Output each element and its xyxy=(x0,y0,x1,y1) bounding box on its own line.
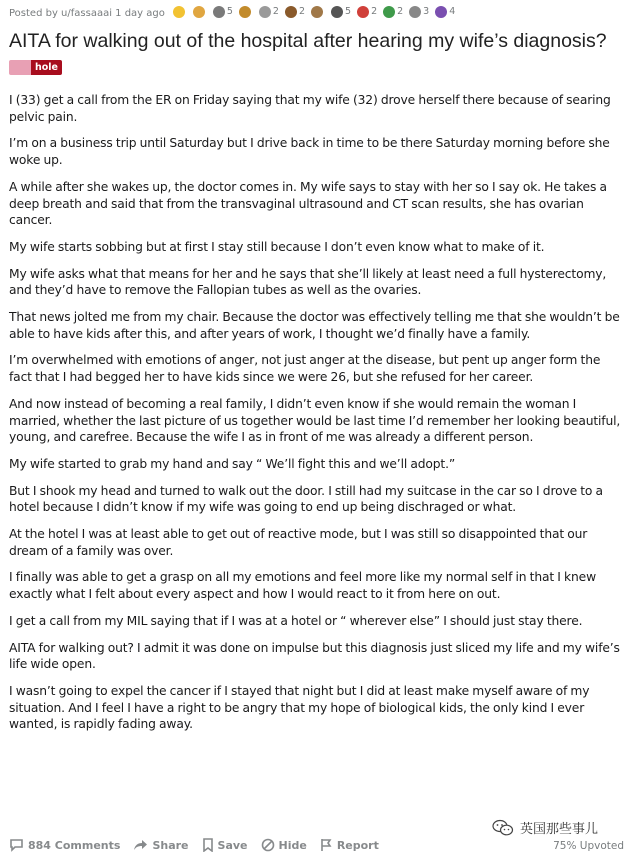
post-paragraph: I get a call from my MIL saying that if I was at a hotel or “ wherever else” I should just stay there. xyxy=(9,613,583,628)
post-paragraph: AITA for walking out? I admit it was done on impulse but this diagnosis just sliced my life and my wife’s life wide open. xyxy=(9,640,620,672)
hide-icon xyxy=(261,838,275,852)
upvote-ratio: 75% Upvoted xyxy=(553,840,624,852)
comment-icon xyxy=(9,838,24,852)
post-title[interactable]: AITA for walking out of the hospital after hearing my wife’s diagnosis? xyxy=(9,30,607,52)
leaf-icon xyxy=(383,6,395,18)
report-label: Report xyxy=(336,838,379,852)
award-count: 4 xyxy=(449,6,456,17)
face-icon xyxy=(357,6,369,18)
comments-label: 884 Comments xyxy=(28,838,121,852)
award-count: 2 xyxy=(272,6,279,17)
award-count: 5 xyxy=(345,6,352,17)
award-count: 3 xyxy=(423,6,430,17)
award[interactable] xyxy=(311,6,325,18)
post-paragraph: My wife asks what that means for her and he says that she’ll likely at least need a full hysterectomy, and they’d have to remove the Fallopian tubes as well as the ovaries. xyxy=(9,266,607,298)
award[interactable] xyxy=(331,6,351,18)
hand-icon xyxy=(193,6,205,18)
wechat-icon xyxy=(492,819,514,837)
face-icon xyxy=(409,6,421,18)
hide-label: Hide xyxy=(278,838,307,852)
award-count: 2 xyxy=(397,6,404,17)
post-paragraph: I finally was able to get a grasp on all my emotions and feel more like my normal self in that I knew exactly what I felt about every aspect and how I would react to it from here on out. xyxy=(9,570,596,602)
sword-icon xyxy=(213,6,225,18)
post-paragraph: But I shook my head and turned to walk out the door. I still had my suitcase in the car so I drove to a hotel because I didn’t know if my wife was going to end up being dischraged or what. xyxy=(9,483,603,515)
action-bar xyxy=(9,838,392,852)
award-count: 2 xyxy=(371,6,378,17)
award-count: 2 xyxy=(298,6,306,17)
post-paragraph: I’m overwhelmed with emotions of anger, not just anger at the disease, but pent up anger form the fact that I had begged her to have kids since we were 26, but she refused for her career. xyxy=(9,353,601,385)
award[interactable] xyxy=(383,6,403,18)
awards-row[interactable] xyxy=(173,6,461,21)
post-paragraph: A while after she wakes up, the doctor comes in. My wife says to stay with her so I say ok. He takes a deep breath and said that from the transvaginal ultrasound and CT scan results, she has ovarian cancer. xyxy=(9,179,607,228)
award[interactable] xyxy=(357,6,377,18)
award-count: 5 xyxy=(226,6,233,17)
comments-button[interactable] xyxy=(9,838,120,852)
award[interactable] xyxy=(193,6,207,18)
award[interactable] xyxy=(173,6,187,18)
smile-icon xyxy=(435,6,447,18)
award[interactable] xyxy=(239,6,253,18)
watermark-text: 英国那些事儿 xyxy=(520,822,599,837)
share-icon xyxy=(133,838,148,852)
report-button[interactable] xyxy=(320,838,379,852)
post-paragraph: And now instead of becoming a real family, I didn’t even know if she would remain the woman I married, whether the last picture of us together would be last time I’d remember her looking beautiful, young, and carefree. Because the wife I as in front of me was already a different person. xyxy=(9,396,621,445)
award[interactable] xyxy=(409,6,429,18)
bookmark-icon xyxy=(202,838,214,852)
share-label: Share xyxy=(152,838,189,852)
flair-blur xyxy=(9,60,31,75)
post-paragraph: I’m on a business trip until Saturday but I drive back in time to be there Saturday morning before she woke up. xyxy=(9,136,610,168)
box-icon xyxy=(259,6,271,18)
poop-icon xyxy=(285,6,297,18)
post-meta xyxy=(9,5,626,21)
award[interactable] xyxy=(285,6,305,18)
flair-row xyxy=(9,59,626,75)
posted-by[interactable]: Posted by u/fassaaai 1 day ago xyxy=(9,7,165,19)
award[interactable] xyxy=(435,6,455,18)
save-label: Save xyxy=(217,838,248,852)
award[interactable] xyxy=(213,6,233,18)
post-paragraph: At the hotel I was at least able to get out of reactive mode, but I was still so disappointed that our dream of a family was over. xyxy=(9,527,588,558)
post-paragraph: I (33) get a call from the ER on Friday saying that my wife (32) drove herself there because of searing pelvic pain. xyxy=(9,93,611,124)
watermark xyxy=(492,818,598,837)
post-flair[interactable]: hole xyxy=(31,60,62,75)
shield-icon xyxy=(239,6,251,18)
hide-button[interactable] xyxy=(261,838,307,852)
flag-icon xyxy=(320,838,333,852)
monkey-icon xyxy=(311,6,323,18)
post-paragraph: My wife starts sobbing but at first I stay still because I don’t even know what to make of it. xyxy=(9,239,545,254)
gold-coin-icon xyxy=(173,6,185,18)
post-paragraph: My wife started to grab my hand and say “ We’ll fight this and we’ll adopt.” xyxy=(9,456,456,471)
post-paragraph: I wasn’t going to expel the cancer if I stayed that night but I did at least make myself aware of my situation. And I feel I have a right to be angry that my hope of biological kids, the only kind I ever wanted, is rapidly fading away. xyxy=(9,683,590,732)
post-body xyxy=(9,92,626,733)
post-paragraph: That news jolted me from my chair. Because the doctor was effectively telling me that she wouldn’t be able to have kids after this, and after years of work, I thought we’d finally have a family. xyxy=(9,310,620,341)
award[interactable] xyxy=(259,6,279,18)
share-button[interactable] xyxy=(133,838,188,852)
pirate-icon xyxy=(331,6,343,18)
save-button[interactable] xyxy=(202,838,248,852)
